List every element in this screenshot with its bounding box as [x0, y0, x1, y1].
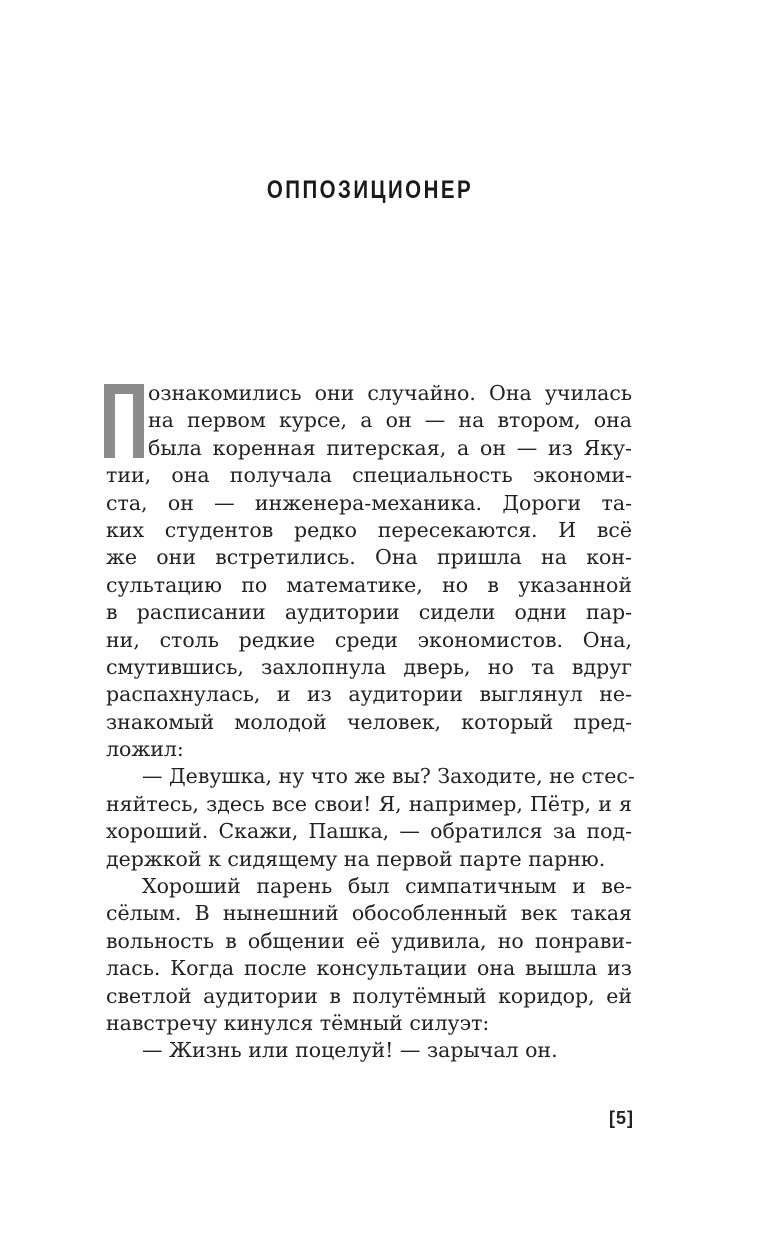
page-number: [5]	[609, 1108, 634, 1128]
text-line: же они встретились. Она пришла на кон-	[106, 545, 632, 570]
text-line: лась. Когда после консультации она вышла из	[106, 956, 632, 981]
text-line: ни, столь редкие среди экономистов. Она,	[106, 627, 632, 652]
text-line: вольность в общении её удивила, но понрави-	[106, 928, 632, 953]
text-line: светлой аудитории в полутёмный коридор, ей	[106, 983, 632, 1008]
text-line: тии, она получала специальность экономи-	[106, 463, 632, 488]
text-line: сультацию по математике, но в указанной	[106, 572, 632, 597]
text-line: в расписании аудитории сидели одни пар-	[106, 600, 632, 625]
text-line: сёлым. В нынешний обособленный век такая	[106, 901, 632, 926]
text-line: ста, он — инженера-механика. Дороги та-	[106, 490, 632, 515]
text-line: — Жизнь или поцелуй! — зарычал он.	[142, 1038, 558, 1063]
text-line: распахнулась, и из аудитории выглянул не-	[106, 682, 632, 707]
text-line: на первом курсе, а он — на втором, она	[148, 408, 632, 433]
text-line: ложил:	[106, 737, 184, 762]
text-line: Хороший парень был симпатичным и ве-	[142, 874, 632, 899]
text-line: смутившись, захлопнула дверь, но та вдруг	[106, 654, 632, 679]
chapter-title: ОППОЗИЦИОНЕР	[266, 176, 474, 204]
text-line: няйтесь, здесь все свои! Я, например, Пётр, и я	[106, 791, 632, 816]
text-line: ознакомились они случайно. Она училась	[148, 381, 632, 405]
text-line: ких студентов редко пересекаются. И всё	[106, 517, 632, 542]
text-line: держкой к сидящему на первой парте парню.	[106, 846, 606, 871]
text-line: — Девушка, ну что же вы? Заходите, не стес-	[142, 764, 635, 789]
text-line: хороший. Скажи, Пашка, — обратился за под-	[106, 819, 632, 844]
text-line: была коренная питерская, а он — из Яку-	[148, 435, 632, 460]
body-text	[106, 380, 635, 1065]
text-line: навстречу кинулся тёмный силуэт:	[106, 1010, 490, 1035]
text-line: знакомый молодой человек, который пред-	[106, 709, 632, 734]
